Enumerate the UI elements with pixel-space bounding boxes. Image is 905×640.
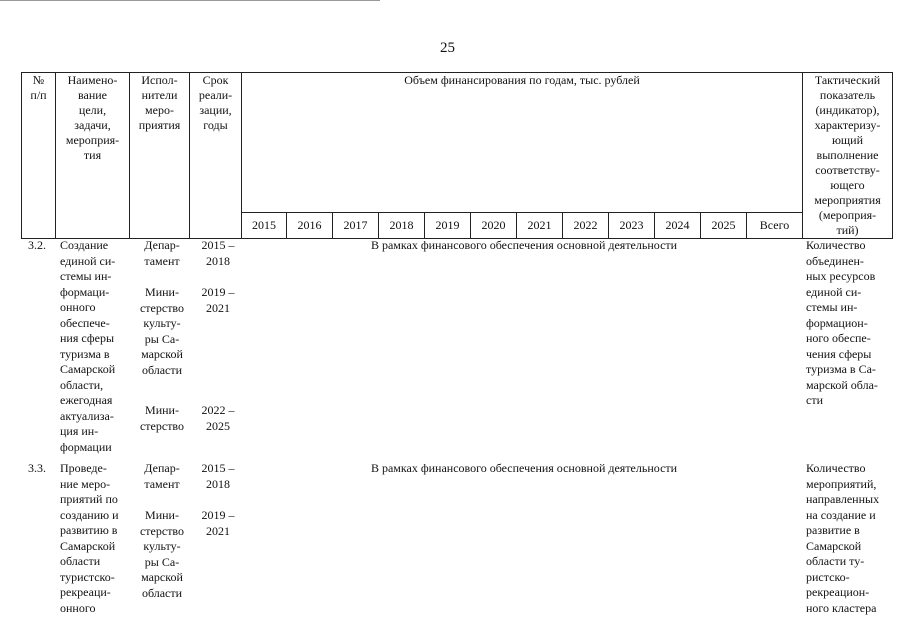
text-line: формаци- <box>60 284 110 299</box>
year-header-cell: 2023 <box>609 213 655 239</box>
text-line: 2021 <box>206 523 230 538</box>
text-line: рекреаци- <box>60 585 111 599</box>
row-3-3-exec-2 <box>132 508 192 601</box>
text-line: рекреацион- <box>806 585 870 599</box>
text-line: ние меро- <box>60 476 111 491</box>
row-3-3-financing: В рамках финансового обеспечения основной деятельности <box>370 461 678 475</box>
text-line: 2025 <box>206 418 230 433</box>
text-line: реали- <box>198 88 233 102</box>
text-line: Испол- <box>141 73 178 87</box>
text-line: вание <box>77 88 107 102</box>
text-line: Самарской <box>60 362 116 376</box>
text-line: 2019 – <box>201 285 235 299</box>
text-line: сти <box>806 393 823 407</box>
text-line: туризма в <box>60 346 110 361</box>
text-line: показатель <box>819 88 876 102</box>
header-indicator <box>803 73 893 239</box>
text-line: Проведе- <box>60 461 107 475</box>
text-line: ющий <box>831 133 864 147</box>
text-line: развитие в <box>806 523 860 537</box>
row-3-2-exec-2 <box>132 285 192 378</box>
text-line: объединен- <box>806 253 864 268</box>
text-line: приятия <box>138 118 181 132</box>
text-line: стемы ин- <box>60 269 112 283</box>
row-3-2-exec-1 <box>132 238 192 269</box>
text-line: мероприятия <box>814 193 881 207</box>
text-line: ющего <box>830 178 865 192</box>
text-line: ры Са- <box>144 331 180 346</box>
row-3-2-term-3 <box>194 403 242 434</box>
text-line: обеспече- <box>60 315 110 330</box>
page-number: 25 <box>440 40 455 56</box>
text-line: 2018 <box>206 253 230 268</box>
text-line: 2021 <box>206 300 230 315</box>
top-rule <box>0 0 380 1</box>
year-header-cell: 2018 <box>379 213 425 239</box>
row-3-2-name <box>60 238 132 455</box>
text-line: тия <box>83 148 102 162</box>
year-header-cell: 2016 <box>287 213 333 239</box>
year-header-cell: 2022 <box>563 213 609 239</box>
header-name <box>56 73 130 239</box>
row-3-2-exec-3 <box>132 403 192 434</box>
text-line: 2018 <box>206 476 230 491</box>
text-line: п/п <box>30 88 47 102</box>
row-3-2-num: 3.2. <box>28 238 46 252</box>
text-line: тий) <box>836 223 859 237</box>
text-line: Самарской <box>60 538 116 553</box>
financing-table <box>21 72 893 239</box>
text-line: стерство <box>139 523 185 538</box>
text-line: Мини- <box>145 285 179 299</box>
text-line: онного <box>60 600 96 615</box>
row-3-3-num: 3.3. <box>28 461 46 475</box>
text-line: культу- <box>143 539 181 553</box>
text-line: цели, <box>78 103 107 117</box>
text-line: Количество <box>806 238 866 252</box>
text-line: области ту- <box>806 554 865 568</box>
text-line: формацион- <box>806 315 868 330</box>
text-line: единой си- <box>806 284 862 299</box>
year-header-cell: 2024 <box>655 213 701 239</box>
text-line: (мероприя- <box>818 208 877 222</box>
row-3-2-financing: В рамках финансового обеспечения основной деятельности <box>370 238 678 252</box>
text-line: формации <box>60 439 112 454</box>
text-line: ния сферы <box>60 331 114 345</box>
text-line: области, <box>60 377 104 392</box>
header-term <box>190 73 242 239</box>
text-line: Создание <box>60 238 109 252</box>
text-line: соответству- <box>815 163 880 177</box>
text-line: Тактический <box>814 73 881 87</box>
year-header-cell: 2019 <box>425 213 471 239</box>
text-line: онного <box>60 300 96 314</box>
text-line: Мини- <box>145 403 179 417</box>
text-line: 2015 – <box>201 461 235 475</box>
text-line: марской обла- <box>806 377 878 392</box>
text-line: выполнение <box>816 148 879 162</box>
text-line: туристско- <box>60 569 115 584</box>
header-executors <box>130 73 190 239</box>
text-line: марской <box>141 570 183 584</box>
text-line: ежегодная <box>60 393 113 407</box>
text-line: Самарской <box>806 538 862 553</box>
text-line: меро- <box>145 103 174 117</box>
text-line: ного обеспе- <box>806 331 871 345</box>
text-line: Депар- <box>144 461 180 475</box>
text-line: мероприятий, <box>806 476 877 491</box>
text-line: стемы ин- <box>806 300 858 314</box>
text-line: Наимено- <box>67 73 118 87</box>
text-line: марской <box>141 347 183 361</box>
text-line: 2019 – <box>201 508 235 522</box>
row-3-3-term-1 <box>194 461 242 492</box>
text-line: Количество <box>806 461 866 475</box>
header-num <box>22 73 56 239</box>
text-line: созданию и <box>60 507 119 522</box>
text-line: на создание и <box>806 507 876 522</box>
text-line: области <box>141 362 183 377</box>
text-line: культу- <box>143 316 181 330</box>
text-line: (индикатор), <box>815 103 880 117</box>
text-line: тамент <box>144 253 180 268</box>
year-header-cell: 2020 <box>471 213 517 239</box>
text-line: актуализа- <box>60 408 114 423</box>
text-line: ристско- <box>806 569 850 584</box>
text-line: области <box>141 585 183 600</box>
text-line: области <box>60 554 101 568</box>
text-line: мероприя- <box>65 133 120 147</box>
text-line: тамент <box>144 476 180 491</box>
text-line: Депар- <box>144 238 180 252</box>
row-3-2-term-1 <box>194 238 242 269</box>
text-line: ры Са- <box>144 554 180 569</box>
text-line: задачи, <box>74 118 111 132</box>
year-header-cell: 2017 <box>333 213 379 239</box>
text-line: стерство <box>139 300 185 315</box>
text-line: характеризу- <box>814 118 881 132</box>
row-3-3-indicator <box>806 461 894 616</box>
text-line: годы <box>203 118 228 132</box>
row-3-2-indicator <box>806 238 894 409</box>
text-line: приятий по <box>60 492 118 506</box>
row-3-2-term-2 <box>194 285 242 316</box>
header-financing: Объем финансирования по годам, тыс. рублей <box>242 73 803 213</box>
year-header-cell: 2025 <box>701 213 747 239</box>
text-line: единой си- <box>60 253 116 268</box>
row-3-3-name <box>60 461 132 616</box>
year-header-cell: Всего <box>747 213 803 239</box>
text-line: ного кластера <box>806 600 877 615</box>
text-line: стерство <box>139 418 185 433</box>
text-line: Мини- <box>145 508 179 522</box>
text-line: направленных <box>806 492 880 506</box>
text-line: 2015 – <box>201 238 235 252</box>
year-header-cell: 2021 <box>517 213 563 239</box>
text-line: нители <box>141 88 178 102</box>
text-line: 2022 – <box>201 403 235 417</box>
text-line: туризма в Са- <box>806 362 876 376</box>
row-3-3-term-2 <box>194 508 242 539</box>
text-line: развитию в <box>60 523 118 537</box>
text-line: ных ресурсов <box>806 269 876 283</box>
text-line: № <box>32 73 45 87</box>
text-line: зации, <box>199 103 232 117</box>
text-line: Срок <box>202 73 229 87</box>
row-3-3-exec-1 <box>132 461 192 492</box>
text-line: ция ин- <box>60 424 99 438</box>
year-header-cell: 2015 <box>242 213 287 239</box>
text-line: чения сферы <box>806 346 872 361</box>
